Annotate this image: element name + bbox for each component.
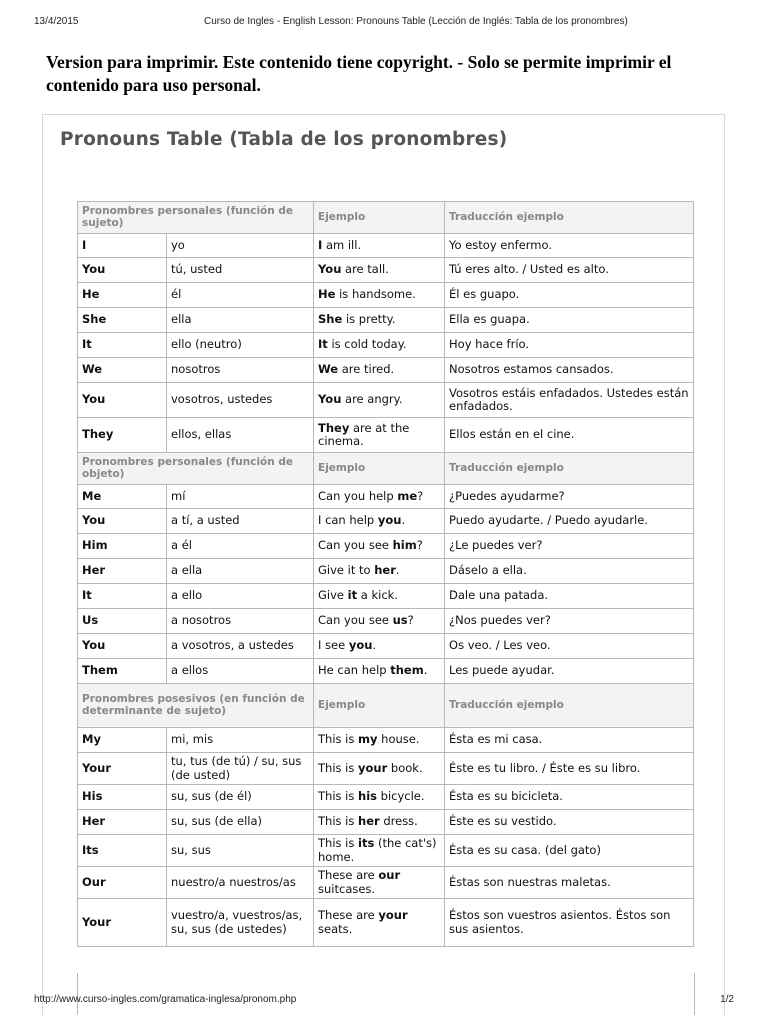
translation-cell: Tú eres alto. / Usted es alto. (445, 258, 694, 283)
pronoun-cell: Your (78, 899, 167, 947)
example-cell (314, 283, 445, 308)
print-date: 13/4/2015 (34, 16, 79, 27)
example-text: I can help (318, 513, 378, 528)
section-header-row (78, 684, 694, 728)
pronoun-cell: Them (78, 659, 167, 684)
table-row (78, 899, 694, 947)
header-pronombres: Pronombres personales (función de objeto) (78, 453, 314, 485)
example-cell (314, 609, 445, 634)
table-row (78, 785, 694, 810)
meaning-cell: a ella (167, 559, 314, 584)
example-cell (314, 810, 445, 835)
table-row (78, 867, 694, 899)
example-text: is cold today. (327, 337, 407, 352)
table-row (78, 634, 694, 659)
example-cell (314, 559, 445, 584)
example-pronoun: your (358, 760, 388, 775)
example-cell (314, 333, 445, 358)
example-text: This is (318, 836, 359, 850)
example-text: is pretty. (342, 312, 396, 327)
example-text: This is (318, 732, 359, 747)
table-row (78, 659, 694, 684)
pronoun-cell: It (78, 584, 167, 609)
example-cell (314, 753, 445, 785)
example-pronoun: You (318, 262, 342, 277)
translation-cell: Hoy hace frío. (445, 333, 694, 358)
translation-cell: Éste es su vestido. (445, 810, 694, 835)
example-text: dress. (379, 814, 418, 829)
table-row (78, 418, 694, 453)
pronoun-cell: Your (78, 753, 167, 785)
example-cell (314, 418, 445, 453)
example-cell (314, 308, 445, 333)
example-text: . (401, 513, 406, 528)
pronoun-cell: We (78, 358, 167, 383)
example-text: are tired. (338, 362, 395, 377)
example-cell (314, 258, 445, 283)
table-row (78, 485, 694, 509)
translation-cell: Éstas son nuestras maletas. (445, 867, 694, 899)
table-row (78, 559, 694, 584)
meaning-cell: él (167, 283, 314, 308)
meaning-cell: yo (167, 234, 314, 258)
example-cell (314, 534, 445, 559)
table-row (78, 308, 694, 333)
meaning-cell: su, sus (167, 835, 314, 867)
example-text: suitcases. (318, 881, 376, 896)
example-cell (314, 383, 445, 418)
example-cell (314, 584, 445, 609)
table-row (78, 753, 694, 785)
example-pronoun: them (390, 663, 424, 678)
pronoun-cell: Him (78, 534, 167, 559)
pronouns-table (77, 201, 694, 947)
header-traduccion: Traducción ejemplo (445, 202, 694, 234)
translation-cell: Éstos son vuestros asientos. Éstos son sus asientos. (445, 899, 694, 947)
example-cell (314, 728, 445, 753)
example-pronoun: She (318, 312, 343, 327)
table-row (78, 333, 694, 358)
example-cell (314, 867, 445, 899)
meaning-cell: su, sus (de ella) (167, 810, 314, 835)
example-text: Can you see (318, 538, 393, 553)
example-cell (314, 234, 445, 258)
table-row (78, 584, 694, 609)
table-row (78, 234, 694, 258)
meaning-cell: a nosotros (167, 609, 314, 634)
translation-cell: Ésta es mi casa. (445, 728, 694, 753)
translation-cell: Éste es tu libro. / Éste es su libro. (445, 753, 694, 785)
translation-cell: Ellos están en el cine. (445, 418, 694, 453)
pronoun-cell: Her (78, 810, 167, 835)
pronoun-cell: You (78, 383, 167, 418)
pronoun-cell: Its (78, 835, 167, 867)
example-pronoun: me (397, 488, 418, 503)
footer-url: http://www.curso-ingles.com/gramatica-inglesa/pronom.php (34, 994, 297, 1005)
table-row (78, 383, 694, 418)
example-text: a kick. (357, 588, 398, 603)
example-text: book. (387, 760, 423, 775)
header-pronombres: Pronombres personales (función de sujeto) (78, 202, 314, 234)
example-text: This is (318, 760, 359, 775)
example-text: is handsome. (335, 287, 416, 302)
meaning-cell: vuestro/a, vuestros/as, su, sus (de ustedes) (167, 899, 314, 947)
example-pronoun: your (378, 908, 408, 922)
translation-cell: Ella es guapa. (445, 308, 694, 333)
meaning-cell: vosotros, ustedes (167, 383, 314, 418)
pronoun-cell: His (78, 785, 167, 810)
translation-cell: Les puede ayudar. (445, 659, 694, 684)
translation-cell: Dale una patada. (445, 584, 694, 609)
meaning-cell: nosotros (167, 358, 314, 383)
pronoun-cell: You (78, 509, 167, 534)
pronoun-cell: It (78, 333, 167, 358)
meaning-cell: a ello (167, 584, 314, 609)
example-pronoun: He (318, 287, 336, 302)
meaning-cell: mí (167, 485, 314, 509)
example-text: These are (318, 908, 379, 922)
example-pronoun: it (347, 588, 358, 603)
translation-cell: Ésta es su casa. (del gato) (445, 835, 694, 867)
example-text: (the cat's) home. (318, 836, 437, 864)
pronoun-cell: My (78, 728, 167, 753)
example-text: . (423, 663, 428, 678)
content-box (42, 114, 725, 1015)
example-text: am ill. (322, 237, 362, 252)
meaning-cell: a él (167, 534, 314, 559)
example-cell (314, 835, 445, 867)
table-row (78, 258, 694, 283)
example-text: are angry. (341, 392, 403, 407)
example-pronoun: her (374, 563, 396, 578)
example-pronoun: You (318, 392, 342, 407)
example-text: bicycle. (377, 789, 425, 804)
translation-cell: Ésta es su bicicleta. (445, 785, 694, 810)
example-cell (314, 485, 445, 509)
header-traduccion: Traducción ejemplo (445, 684, 694, 728)
table-row (78, 835, 694, 867)
table-row (78, 810, 694, 835)
example-cell (314, 509, 445, 534)
example-text: He can help (318, 663, 391, 678)
header-ejemplo: Ejemplo (314, 684, 445, 728)
example-text: I see (318, 638, 349, 653)
table-row (78, 358, 694, 383)
example-pronoun: It (318, 337, 328, 352)
translation-cell: Dáselo a ella. (445, 559, 694, 584)
translation-cell: Él es guapo. (445, 283, 694, 308)
meaning-cell: ellos, ellas (167, 418, 314, 453)
pronoun-cell: Her (78, 559, 167, 584)
meaning-cell: a tí, a usted (167, 509, 314, 534)
pronoun-cell: Me (78, 485, 167, 509)
meaning-cell: su, sus (de él) (167, 785, 314, 810)
example-text: are tall. (341, 262, 389, 277)
translation-cell: Puedo ayudarte. / Puedo ayudarle. (445, 509, 694, 534)
example-cell (314, 358, 445, 383)
meaning-cell: nuestro/a nuestros/as (167, 867, 314, 899)
example-cell (314, 785, 445, 810)
example-pronoun: you (377, 513, 402, 528)
page-title: Pronouns Table (Tabla de los pronombres) (60, 129, 508, 150)
translation-cell: Yo estoy enfermo. (445, 234, 694, 258)
header-ejemplo: Ejemplo (314, 202, 445, 234)
example-text: This is (318, 814, 359, 829)
example-text: house. (377, 732, 420, 747)
example-pronoun: I (318, 237, 323, 252)
example-pronoun: him (392, 538, 417, 553)
table-row (78, 509, 694, 534)
example-cell (314, 659, 445, 684)
header-traduccion: Traducción ejemplo (445, 453, 694, 485)
translation-cell: Vosotros estáis enfadados. Ustedes están enfadados. (445, 383, 694, 418)
example-text: ? (417, 488, 424, 503)
translation-cell: ¿Nos puedes ver? (445, 609, 694, 634)
example-pronoun: you (348, 638, 373, 653)
section-header-row (78, 453, 694, 485)
example-text: . (395, 563, 400, 578)
translation-cell: ¿Puedes ayudarme? (445, 485, 694, 509)
pronoun-cell: I (78, 234, 167, 258)
table-row (78, 728, 694, 753)
example-cell (314, 899, 445, 947)
example-text: Give it to (318, 563, 375, 578)
example-pronoun: our (378, 868, 401, 882)
meaning-cell: ello (neutro) (167, 333, 314, 358)
pronoun-cell: Us (78, 609, 167, 634)
example-text: ? (407, 613, 414, 628)
meaning-cell: a ellos (167, 659, 314, 684)
meaning-cell: a vosotros, a ustedes (167, 634, 314, 659)
meaning-cell: tú, usted (167, 258, 314, 283)
pronoun-cell: They (78, 418, 167, 453)
print-page-title: Curso de Ingles - English Lesson: Pronouns Table (Lección de Inglés: Tabla de los pronombres) (204, 16, 628, 27)
example-text: Give (318, 588, 348, 603)
pronoun-cell: He (78, 283, 167, 308)
copyright-notice: Version para imprimir. Este contenido tiene copyright. - Solo se permite imprimir el contenido para uso personal. (46, 52, 672, 95)
example-cell (314, 634, 445, 659)
print-footer (34, 994, 734, 1010)
pronoun-cell: You (78, 634, 167, 659)
example-pronoun: They (318, 420, 350, 435)
meaning-cell: tu, tus (de tú) / su, sus (de usted) (167, 753, 314, 785)
example-text: seats. (318, 921, 353, 936)
meaning-cell: ella (167, 308, 314, 333)
meaning-cell: mi, mis (167, 728, 314, 753)
pronoun-cell: She (78, 308, 167, 333)
header-ejemplo: Ejemplo (314, 453, 445, 485)
table-row (78, 609, 694, 634)
example-pronoun: my (358, 732, 378, 747)
example-text: . (372, 638, 377, 653)
example-pronoun: his (358, 789, 377, 804)
print-header (34, 12, 734, 32)
example-text: ? (416, 538, 423, 553)
example-pronoun: its (358, 836, 375, 850)
example-text: are at the cinema. (318, 420, 410, 448)
section-header-row (78, 202, 694, 234)
pronoun-cell: You (78, 258, 167, 283)
example-pronoun: her (358, 814, 380, 829)
pronoun-cell: Our (78, 867, 167, 899)
example-text: These are (318, 868, 379, 882)
translation-cell: ¿Le puedes ver? (445, 534, 694, 559)
header-pronombres: Pronombres posesivos (en función de determinante de sujeto) (78, 684, 314, 728)
example-text: Can you see (318, 613, 393, 628)
example-pronoun: us (392, 613, 408, 628)
translation-cell: Nosotros estamos cansados. (445, 358, 694, 383)
example-pronoun: We (318, 362, 339, 377)
example-text: This is (318, 789, 359, 804)
example-text: Can you help (318, 488, 398, 503)
translation-cell: Os veo. / Les veo. (445, 634, 694, 659)
table-row (78, 534, 694, 559)
table-row (78, 283, 694, 308)
page-number: 1/2 (720, 994, 734, 1005)
